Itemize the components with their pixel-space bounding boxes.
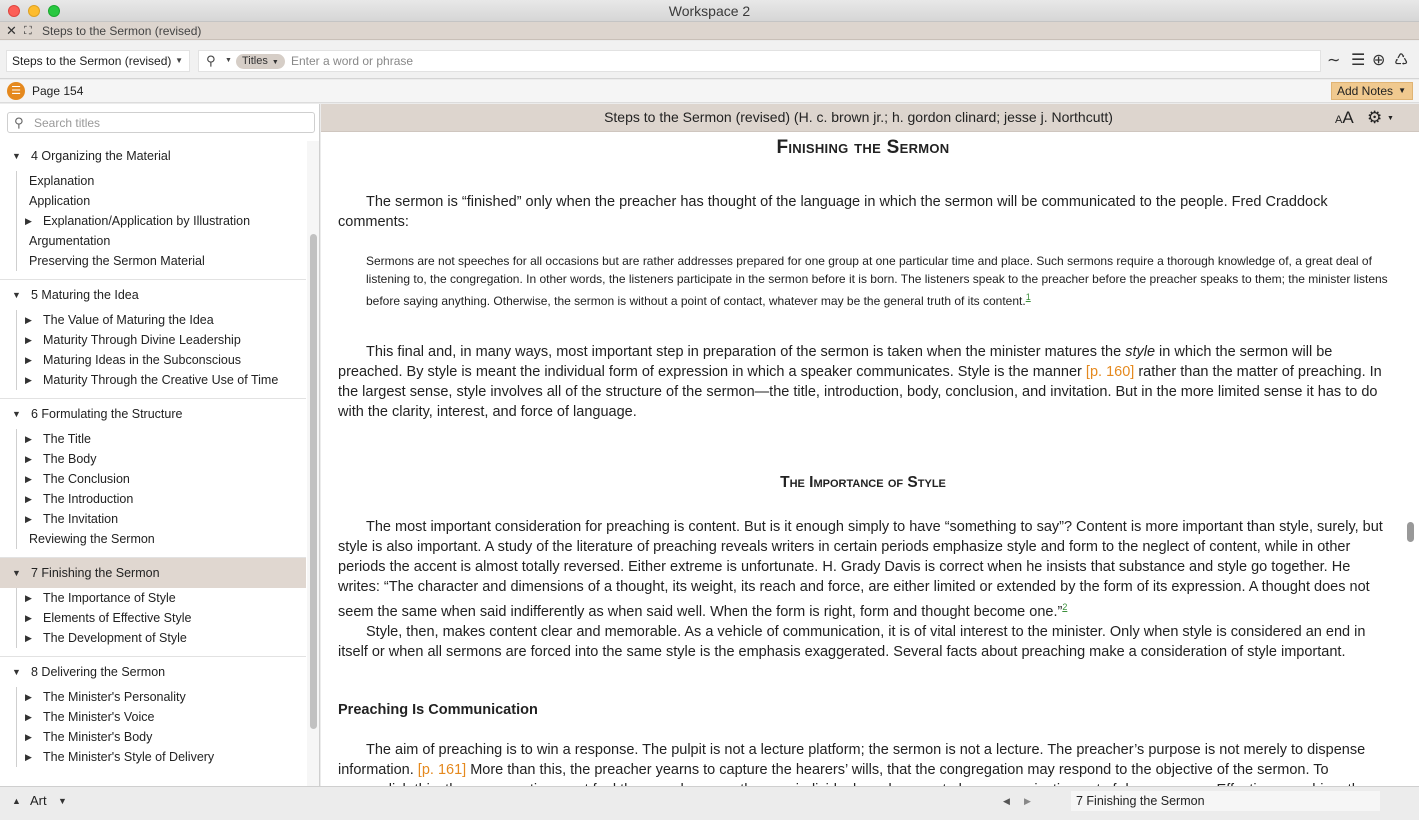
- toc-chapter-row[interactable]: [0, 141, 306, 171]
- disclosure-closed-icon[interactable]: ▶: [25, 613, 32, 623]
- book-title: Steps to the Sermon (revised) (H. c. brown jr.; h. gordon clinard; jesse j. Northcutt): [604, 109, 1113, 125]
- paragraph: [338, 342, 1388, 422]
- toc-chapter-label: 4 Organizing the Material: [31, 149, 171, 163]
- toc-item[interactable]: [0, 251, 306, 271]
- toc-item-label: Maturity Through the Creative Use of Time: [43, 373, 279, 387]
- toc-item[interactable]: [0, 628, 306, 648]
- location-field[interactable]: 7 Finishing the Sermon: [1071, 791, 1380, 811]
- toc-chapter: [0, 141, 306, 279]
- toc-item-label: The Minister's Style of Delivery: [43, 750, 215, 764]
- recycle-icon[interactable]: ♺: [1394, 52, 1409, 69]
- toc-item[interactable]: [0, 687, 306, 707]
- tab-bar: [0, 22, 1419, 40]
- toc-item-label: Explanation/Application by Illustration: [43, 214, 251, 228]
- toc-chapter-row[interactable]: [0, 399, 306, 429]
- paragraph: The sermon is “finished” only when the preacher has thought of the language in which the sermon will be communicated to the people. Fred Craddock comments:: [338, 194, 1328, 230]
- toc-item-label: The Introduction: [43, 492, 134, 506]
- search-icon: ⚲: [14, 115, 24, 130]
- tree-guide-line: [16, 608, 17, 628]
- disclosure-closed-icon[interactable]: ▶: [25, 633, 32, 643]
- toc-item[interactable]: [0, 588, 306, 608]
- toc-chapter: [0, 279, 306, 398]
- disclosure-closed-icon[interactable]: ▶: [25, 375, 32, 385]
- toc-item-label: The Body: [43, 452, 97, 466]
- toc-item[interactable]: [0, 489, 306, 509]
- toc-item-label: Argumentation: [29, 234, 111, 248]
- window-titlebar: [0, 0, 1419, 22]
- toc-item-label: Reviewing the Sermon: [29, 532, 155, 546]
- disclosure-closed-icon[interactable]: ▶: [25, 474, 32, 484]
- tree-guide-line: [16, 350, 17, 370]
- close-window-button[interactable]: [8, 5, 20, 17]
- reader-header: [321, 104, 1419, 132]
- disclosure-closed-icon[interactable]: ▶: [25, 454, 32, 464]
- tree-guide-line: [16, 588, 17, 608]
- tree-guide-line: [16, 727, 17, 747]
- triangle-up-icon[interactable]: ▲: [12, 796, 21, 806]
- toc-item[interactable]: [0, 370, 306, 390]
- tab-title[interactable]: Steps to the Sermon (revised): [42, 24, 202, 38]
- toc-item-label: The Title: [43, 432, 91, 446]
- toc-list-icon[interactable]: ☰: [7, 82, 25, 100]
- toc-item[interactable]: [0, 211, 306, 231]
- search-options-chevron-icon[interactable]: ▼: [225, 57, 232, 64]
- disclosure-closed-icon[interactable]: ▶: [25, 593, 32, 603]
- disclosure-closed-icon[interactable]: ▶: [25, 514, 32, 524]
- list-icon[interactable]: ☰: [1351, 52, 1366, 69]
- toc-item[interactable]: [0, 231, 306, 251]
- toc-item-label: Preserving the Sermon Material: [29, 254, 205, 268]
- toc-item[interactable]: [0, 330, 306, 350]
- tree-guide-line: [16, 171, 17, 191]
- tree-guide-line: [16, 211, 17, 231]
- expand-icon[interactable]: ⛶: [24, 25, 32, 37]
- toc-item-label: The Development of Style: [43, 631, 187, 645]
- add-notes-label: Add Notes: [1337, 84, 1394, 98]
- disclosure-open-icon[interactable]: ▼: [12, 290, 21, 300]
- toc-item[interactable]: [0, 449, 306, 469]
- toc-item[interactable]: [0, 310, 306, 330]
- chevron-down-icon[interactable]: ▼: [1387, 115, 1394, 122]
- disclosure-closed-icon[interactable]: ▶: [25, 732, 32, 742]
- toc-item[interactable]: [0, 707, 306, 727]
- tree-guide-line: [16, 231, 17, 251]
- search-scope-pill[interactable]: [236, 54, 285, 69]
- reader-scrollbar-thumb[interactable]: [1407, 522, 1414, 542]
- tree-guide-line: [16, 707, 17, 727]
- page-marker-link[interactable]: [p. 160]: [1085, 364, 1135, 380]
- paragraph-text: More than this, the preacher yearns to capture the hearers’ wills, that the congregation may respond to the objective of the sermon. To: [470, 761, 1329, 778]
- search-icon[interactable]: ⚲: [206, 53, 216, 68]
- gear-icon[interactable]: ⚙: [1367, 108, 1383, 127]
- add-notes-button[interactable]: [1331, 82, 1413, 100]
- status-bar: [0, 786, 1419, 814]
- tree-guide-line: [16, 310, 17, 330]
- tree-guide-line: [16, 747, 17, 767]
- minimize-window-button[interactable]: [28, 5, 40, 17]
- disclosure-closed-icon[interactable]: ▶: [25, 434, 32, 444]
- search-bar: [198, 50, 1321, 72]
- toc-item-label: The Minister's Body: [43, 730, 153, 744]
- reader-pane: [321, 104, 1419, 786]
- article-body: [338, 132, 1388, 786]
- toc-chapter: [0, 557, 306, 656]
- toc-item[interactable]: [0, 529, 306, 549]
- toc-item[interactable]: [0, 191, 306, 211]
- title-search: [7, 112, 315, 133]
- tree-guide-line: [16, 628, 17, 648]
- subsection-title: Preaching Is Communication: [338, 701, 538, 718]
- sidebar-scrollbar-thumb[interactable]: [310, 234, 317, 729]
- tree-guide-line: [16, 251, 17, 271]
- disclosure-closed-icon[interactable]: ▶: [25, 752, 32, 762]
- toc-tree: [0, 141, 306, 786]
- disclosure-closed-icon[interactable]: ▶: [25, 692, 32, 702]
- footnote-link[interactable]: 1: [1025, 292, 1031, 302]
- title-search-input[interactable]: [34, 113, 304, 132]
- toolbar-icons: [1327, 51, 1417, 71]
- toc-item[interactable]: [0, 350, 306, 370]
- tree-guide-line: [16, 429, 17, 449]
- chevron-down-icon: ▼: [175, 56, 183, 65]
- toc-item[interactable]: [0, 469, 306, 489]
- toc-sidebar: [0, 104, 320, 786]
- page-label: Page 154: [32, 84, 84, 98]
- wave-icon[interactable]: ∼: [1327, 52, 1341, 69]
- toc-item-label: The Minister's Voice: [43, 710, 155, 724]
- block-quote: [366, 252, 1388, 310]
- paragraph: [338, 517, 1388, 622]
- close-tab-icon[interactable]: ✕: [6, 23, 17, 38]
- paragraph: Style, then, makes content clear and memorable. As a vehicle of communication, it is of vital interest to the minister. Only when style is considered an end in itself or when all sermons are forced into the same style is the emphasis exaggerated. Several facts about preaching make a consideration of style important.: [338, 623, 1366, 660]
- tree-guide-line: [16, 330, 17, 350]
- toc-item-label: The Value of Maturing the Idea: [43, 313, 214, 327]
- font-size-icon[interactable]: AA: [1335, 108, 1354, 127]
- disclosure-open-icon[interactable]: ▼: [12, 151, 21, 161]
- chevron-down-icon[interactable]: ▼: [58, 796, 67, 806]
- tree-guide-line: [16, 687, 17, 707]
- previous-arrow-icon[interactable]: ◀: [1003, 796, 1010, 806]
- toc-chapter-row[interactable]: [0, 280, 306, 310]
- toc-item-label: The Minister's Personality: [43, 690, 186, 704]
- toc-item-label: Explanation: [29, 174, 95, 188]
- disclosure-open-icon[interactable]: ▼: [12, 667, 21, 677]
- paragraph-text: in which the sermon will be preached. By style is meant the individual form of expression in which a speaker communicates. Style is the manner: [338, 344, 1333, 380]
- paragraph-text: The aim of preaching is to win a response. The pulpit is not a lecture platform; the sermon is not a lecture. The preacher’s purpose is not merely to dispense information.: [338, 741, 1366, 778]
- book-select[interactable]: [6, 50, 190, 72]
- art-label[interactable]: Art: [30, 793, 47, 808]
- zoom-window-button[interactable]: [48, 5, 60, 17]
- toc-chapter-label: 5 Maturing the Idea: [31, 288, 139, 302]
- disclosure-closed-icon[interactable]: ▶: [25, 712, 32, 722]
- toc-item-label: The Invitation: [43, 512, 119, 526]
- tree-guide-line: [16, 370, 17, 390]
- toc-item[interactable]: [0, 171, 306, 191]
- disclosure-open-icon[interactable]: ▼: [12, 568, 21, 578]
- tree-guide-line: [16, 509, 17, 529]
- paragraph-text: rather than the matter of preaching. In the largest sense, style involves all of the structure of the sermon—the title, introduction, body, conclusion, and invitation. But in the more limited sense it has to do with the clarity, interest, and force of language.: [338, 364, 1382, 420]
- toc-item[interactable]: [0, 429, 306, 449]
- toc-item[interactable]: [0, 727, 306, 747]
- section-title: The Importance of Style: [780, 474, 946, 491]
- toc-item-label: The Importance of Style: [43, 591, 176, 605]
- toc-item[interactable]: [0, 608, 306, 628]
- tree-guide-line: [16, 489, 17, 509]
- tree-guide-line: [16, 191, 17, 211]
- tree-guide-line: [16, 469, 17, 489]
- toc-item-label: Elements of Effective Style: [43, 611, 192, 625]
- toc-item-label: Maturity Through Divine Leadership: [43, 333, 241, 347]
- disclosure-closed-icon[interactable]: ▶: [25, 355, 32, 365]
- disclosure-closed-icon[interactable]: ▶: [25, 216, 32, 226]
- page-bar: [0, 80, 1419, 103]
- add-circle-icon[interactable]: ⊕: [1372, 52, 1386, 69]
- toc-chapter-label: 6 Formulating the Structure: [31, 407, 183, 421]
- toc-chapter-label: 7 Finishing the Sermon: [31, 566, 160, 580]
- toc-chapter: [0, 398, 306, 557]
- book-select-label: Steps to the Sermon (revised): [12, 54, 172, 68]
- toc-item[interactable]: [0, 509, 306, 529]
- tree-guide-line: [16, 449, 17, 469]
- toc-item[interactable]: [0, 747, 306, 767]
- toc-item-label: The Conclusion: [43, 472, 130, 486]
- toc-item-label: Maturing Ideas in the Subconscious: [43, 353, 242, 367]
- disclosure-open-icon[interactable]: ▼: [12, 409, 21, 419]
- window-title: Workspace 2: [668, 3, 751, 19]
- paragraph-text: This final and, in many ways, most important step in preparation of the sermon is taken when the minister matures the: [366, 344, 1126, 360]
- search-scope-label: Titles: [242, 55, 268, 67]
- chevron-down-icon: ▼: [1398, 86, 1406, 95]
- paragraph-text: The most important consideration for preaching is content. But is it enough simply to have “something to say”? Content is more important than style, surely, but style is also important. A study of the literature of preaching reveals writers in certain periods emphasize style and form to the neglect of content, while in other periods the accent is almost totally reversed. Either extreme is unfortunate. H. Grady Davis is correct when he insists that substance and style go together. He writes: “The character and dimensions of a thought, its weight, its reach and force, are either limited or extended by the form of its expression. A thought does not seem the same when said indifferently as when said well. When the form is right, form and thought become one.”: [338, 519, 1383, 620]
- toc-chapter-label: 8 Delivering the Sermon: [31, 665, 166, 679]
- page-marker-link[interactable]: [p. 161]: [417, 761, 467, 778]
- toc-chapter-row[interactable]: [0, 657, 306, 687]
- chevron-down-icon: ▼: [271, 59, 279, 66]
- disclosure-closed-icon[interactable]: ▶: [25, 494, 32, 504]
- search-input[interactable]: [291, 51, 1311, 71]
- next-arrow-icon[interactable]: ▶: [1024, 796, 1031, 806]
- disclosure-closed-icon[interactable]: ▶: [25, 315, 32, 325]
- disclosure-closed-icon[interactable]: ▶: [25, 335, 32, 345]
- toc-item-label: Application: [29, 194, 91, 208]
- toc-chapter: [0, 656, 306, 775]
- toolbar: [0, 41, 1419, 79]
- footnote-link[interactable]: 2: [1062, 602, 1068, 612]
- toc-chapter-row[interactable]: [0, 558, 306, 588]
- emphasis-text: style: [1125, 344, 1156, 360]
- chapter-title: Finishing the Sermon: [776, 137, 950, 158]
- block-quote-text: Sermons are not speeches for all occasions but are rather addresses prepared for one group at one particular time and place. Such sermons require a thorough knowledge of, a great deal of listening to, the congregation. In other words, the listeners participate in the sermon before it is born. The listeners speak to the preacher before the preacher speaks to them; the minister listens before saying anything. Otherwise, the sermon is without a point of contact, whatever may be the general truth of its content.: [366, 254, 1388, 308]
- tree-guide-line: [16, 529, 17, 549]
